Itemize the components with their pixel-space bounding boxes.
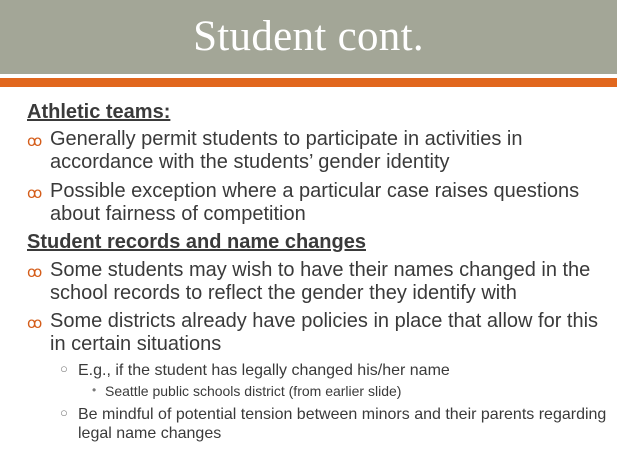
slide-title: Student cont. — [193, 13, 424, 60]
hollow-circle-bullet-icon: ○ — [60, 405, 68, 420]
bullet-icon: ꝏ — [27, 263, 43, 281]
bullet-text: Generally permit students to participate in activities in accordance with the students’ gender identity — [50, 128, 523, 173]
sub-bullet-text: E.g., if the student has legally changed his/her name — [78, 362, 450, 379]
sub-sub-bullet-text: Seattle public schools district (from earlier slide) — [105, 383, 402, 399]
section-heading-student-records: Student records and name changes — [27, 231, 366, 253]
hollow-circle-bullet-icon: ○ — [60, 361, 68, 376]
sub-bullet-text: Be mindful of potential tension between minors and their parents regarding legal name changes — [78, 406, 607, 442]
bullet-text: Some districts already have policies in place that allow for this in certain situations — [50, 310, 599, 355]
bullet-icon: ꝏ — [27, 132, 43, 150]
bullet-text: Some students may wish to have their names changed in the school records to reflect the gender they identify with — [50, 259, 591, 304]
bullet-icon: ꝏ — [27, 184, 43, 202]
section-heading-athletic-teams: Athletic teams: — [27, 101, 171, 123]
dot-bullet-icon: • — [92, 383, 97, 397]
bullet-text: Possible exception where a particular case raises questions about fairness of competition — [50, 180, 580, 225]
bullet-icon: ꝏ — [27, 314, 43, 332]
